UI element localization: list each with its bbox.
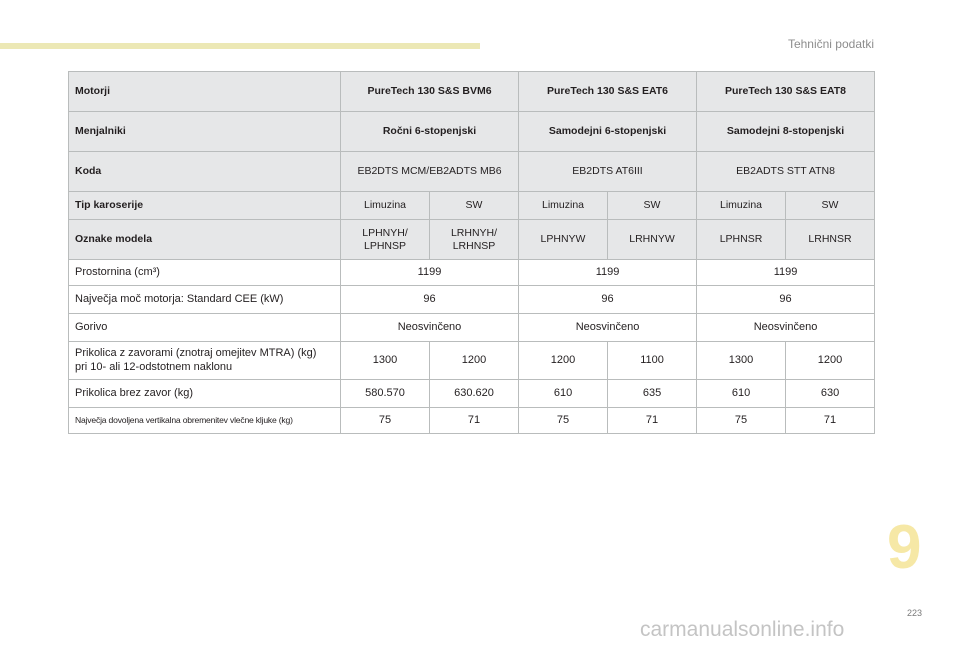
table-cell: 1200 [786, 342, 875, 380]
row-menjalniki [69, 112, 875, 152]
table-cell: 96 [519, 286, 697, 314]
row-label: Največja dovoljena vertikalna obremenitev vlečne kljuke (kg) [69, 408, 341, 434]
table-cell: LRHNSR [786, 220, 875, 260]
table-cell: EB2DTS MCM/EB2ADTS MB6 [341, 152, 519, 192]
row-obremenitev [69, 408, 875, 434]
engine-specs-table [68, 71, 875, 434]
table-cell: 96 [341, 286, 519, 314]
table-cell: EB2ADTS STT ATN8 [697, 152, 875, 192]
table-cell: 630.620 [430, 380, 519, 408]
table-cell: 75 [697, 408, 786, 434]
row-label: Tip karoserije [69, 192, 341, 220]
header-accent-bar [0, 43, 480, 49]
page-number: 223 [906, 608, 922, 618]
row-label: Menjalniki [69, 112, 341, 152]
table-cell: SW [608, 192, 697, 220]
table-cell: LPHNYW [519, 220, 608, 260]
table-cell: 1199 [697, 260, 875, 286]
table-cell: 71 [608, 408, 697, 434]
table-cell: 71 [786, 408, 875, 434]
table-cell: EB2DTS AT6III [519, 152, 697, 192]
table-cell: SW [786, 192, 875, 220]
table-cell: LPHNYH/ LPHNSP [341, 220, 430, 260]
table-cell: 1300 [697, 342, 786, 380]
watermark: carmanualsonline.info [640, 618, 845, 641]
table-cell: SW [430, 192, 519, 220]
table-cell: Neosvinčeno [519, 314, 697, 342]
table-cell: Ročni 6-stopenjski [341, 112, 519, 152]
table-cell: Samodejni 6-stopenjski [519, 112, 697, 152]
table-cell: 610 [519, 380, 608, 408]
table-cell: PureTech 130 S&S EAT8 [697, 72, 875, 112]
table-cell: 1200 [519, 342, 608, 380]
table-cell: Neosvinčeno [341, 314, 519, 342]
row-label: Motorji [69, 72, 341, 112]
table-cell: LRHNYH/ LRHNSP [430, 220, 519, 260]
row-prostornina [69, 260, 875, 286]
table-cell: 71 [430, 408, 519, 434]
table-cell: 1199 [341, 260, 519, 286]
row-prikolica-zavore [69, 342, 875, 380]
table-cell: PureTech 130 S&S EAT6 [519, 72, 697, 112]
table-cell: 75 [341, 408, 430, 434]
table-cell: 1200 [430, 342, 519, 380]
table-cell: PureTech 130 S&S BVM6 [341, 72, 519, 112]
row-label: Prostornina (cm³) [69, 260, 341, 286]
table-cell: Limuzina [519, 192, 608, 220]
table-cell: 1300 [341, 342, 430, 380]
row-label: Največja moč motorja: Standard CEE (kW) [69, 286, 341, 314]
table-cell: 635 [608, 380, 697, 408]
row-karoserija [69, 192, 875, 220]
table-cell: Samodejni 8-stopenjski [697, 112, 875, 152]
row-label: Gorivo [69, 314, 341, 342]
table-cell: LPHNSR [697, 220, 786, 260]
row-oznake [69, 220, 875, 260]
row-prikolica-brez [69, 380, 875, 408]
table-cell: 96 [697, 286, 875, 314]
row-label: Prikolica brez zavor (kg) [69, 380, 341, 408]
table-cell: 1199 [519, 260, 697, 286]
row-label: Oznake modela [69, 220, 341, 260]
table-cell: Limuzina [697, 192, 786, 220]
row-label: Koda [69, 152, 341, 192]
table-cell: 610 [697, 380, 786, 408]
table-cell: 1100 [608, 342, 697, 380]
row-koda [69, 152, 875, 192]
chapter-number: 9 [887, 513, 922, 582]
row-moc [69, 286, 875, 314]
table-cell: 630 [786, 380, 875, 408]
section-title: Tehnični podatki [787, 37, 874, 51]
table-cell: LRHNYW [608, 220, 697, 260]
row-motorji [69, 72, 875, 112]
row-label: Prikolica z zavorami (znotraj omejitev MTRA) (kg) pri 10- ali 12-odstotnem naklonu [69, 342, 341, 380]
row-gorivo [69, 314, 875, 342]
table-cell: 580.570 [341, 380, 430, 408]
table-cell: Limuzina [341, 192, 430, 220]
table-cell: 75 [519, 408, 608, 434]
table-cell: Neosvinčeno [697, 314, 875, 342]
